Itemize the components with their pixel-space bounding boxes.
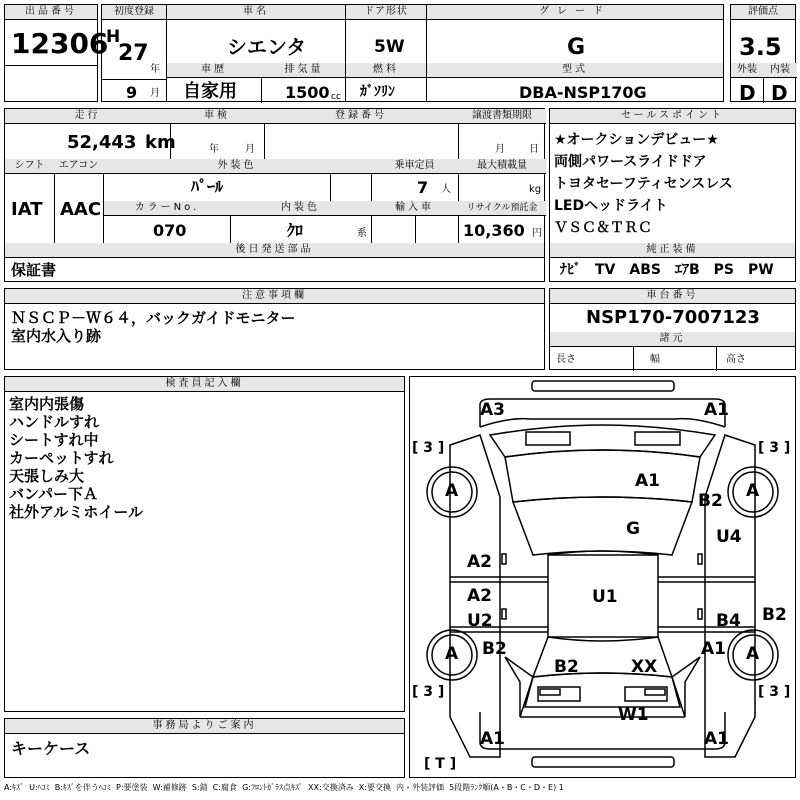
displacement: 1500 xyxy=(285,83,330,102)
damage-mark: A1 xyxy=(635,471,660,491)
damage-mark: U1 xyxy=(592,587,618,607)
damage-mark: B2 xyxy=(554,657,579,677)
inspector-note: バンパー下Ａ xyxy=(9,485,98,503)
inspector-note: 室内内張傷 xyxy=(9,395,85,413)
chassis-header: 車台番号 xyxy=(550,289,795,304)
notes-header: 注意事項欄 xyxy=(5,289,544,304)
damage-mark: A3 xyxy=(480,400,505,420)
tire-depth-fr: [ 3 ] xyxy=(758,440,791,456)
width-label: 幅 xyxy=(650,354,660,365)
spare-tire: [ T ] xyxy=(424,756,457,772)
chassis-box xyxy=(549,288,796,370)
shift: IAT xyxy=(11,199,43,220)
first-reg-box xyxy=(101,4,167,102)
fuel-header: 燃料 xyxy=(346,63,426,78)
sales-point: LEDヘッドライト xyxy=(554,198,668,214)
inspector-header: 検査員記入欄 xyxy=(5,377,404,392)
damage-mark: U2 xyxy=(467,611,493,631)
later-parts-header: 後日発送部品 xyxy=(5,243,544,258)
inspector-note: シートすれ中 xyxy=(9,431,99,449)
capacity-header: 乗車定員 xyxy=(371,159,459,174)
genuine-header: 純正装備 xyxy=(550,243,795,258)
inspector-note: 天張しみ大 xyxy=(9,467,85,485)
chassis-no: NSP170-7007123 xyxy=(586,307,760,328)
interior-grade: D xyxy=(771,81,788,105)
damage-mark: A1 xyxy=(704,400,729,420)
load-unit: kg xyxy=(529,184,542,195)
genuine-equipment: ﾅﾋﾞ TV ABS ｴｱB PS PW xyxy=(560,262,774,278)
model-header: 型式 xyxy=(427,63,723,78)
damage-mark: A2 xyxy=(467,552,492,572)
inspector-note: 社外アルミホイール xyxy=(9,503,144,521)
import-header: 輸入車 xyxy=(371,201,459,216)
office-box xyxy=(4,718,405,778)
inspector-note: ハンドルすれ xyxy=(9,413,100,431)
ext-color: ﾊﾟｰﾙ xyxy=(191,177,224,196)
damage-mark: A1 xyxy=(480,729,505,749)
tire-depth-fl: [ 3 ] xyxy=(412,440,445,456)
fuel: ｶﾞｿﾘﾝ xyxy=(360,84,395,100)
door-header: ドア形状 xyxy=(346,5,426,20)
history: 自家用 xyxy=(183,81,237,102)
month-unit: 月 xyxy=(150,88,160,99)
inspection-header: 車検 xyxy=(170,109,265,124)
model: DBA-NSP170G xyxy=(519,83,647,102)
car-name: シエンタ xyxy=(227,35,307,59)
aircon: AAC xyxy=(60,199,102,220)
notes-box xyxy=(4,288,545,370)
note-line: 室内水入り跡 xyxy=(11,327,102,345)
damage-mark: B4 xyxy=(716,611,741,631)
shift-header: シフト xyxy=(5,159,55,174)
tire-depth-rl: [ 3 ] xyxy=(412,684,445,700)
score-header: 評価点 xyxy=(731,5,795,20)
grade: G xyxy=(567,35,586,60)
recycle: 10,360 xyxy=(463,221,525,240)
car-name-header: 車名 xyxy=(167,5,345,20)
car-outline xyxy=(410,377,795,777)
first-reg-header: 初度登録 xyxy=(102,5,166,20)
recycle-unit: 円 xyxy=(532,228,542,239)
transfer-month-unit: 月 xyxy=(495,144,505,155)
interior-header: 内装 xyxy=(763,63,797,78)
history-header: 車歴 xyxy=(167,63,262,78)
score-box xyxy=(730,4,796,105)
damage-mark: A1 xyxy=(701,639,726,659)
insp-month-unit: 月 xyxy=(245,144,255,155)
sales-point: 両側パワースライドドア xyxy=(554,154,707,170)
mileage-unit: km xyxy=(145,132,176,153)
note-line: ＮＳＣＰ－Ｗ６４，バックガイドモニター xyxy=(11,309,296,327)
office-note: キーケース xyxy=(11,739,91,758)
door-box xyxy=(345,4,427,102)
tire-mark-rr: A xyxy=(746,644,760,664)
reg-year: 27 xyxy=(118,41,149,66)
year-unit: 年 xyxy=(150,64,160,75)
displacement-unit: cc xyxy=(331,92,341,102)
color-no: 070 xyxy=(153,221,187,240)
car-diagram xyxy=(409,376,796,778)
dimensions-header: 諸元 xyxy=(550,332,795,347)
damage-mark: W1 xyxy=(618,705,649,725)
max-load-header: 最大積載量 xyxy=(458,159,546,174)
sales-point: ★オークションデビュー★ xyxy=(554,132,719,148)
later-parts: 保証書 xyxy=(11,261,57,279)
capacity-unit: 人 xyxy=(441,184,451,195)
length-label: 長さ xyxy=(556,354,576,365)
displacement-header: 排気量 xyxy=(261,63,347,78)
capacity: 7 xyxy=(417,178,429,197)
tire-mark-rl: A xyxy=(445,644,459,664)
damage-mark: A1 xyxy=(704,729,729,749)
tire-mark-fr: A xyxy=(746,481,760,501)
door-type: 5W xyxy=(374,37,405,57)
damage-mark: B2 xyxy=(482,639,507,659)
recycle-header: リサイクル預託金 xyxy=(458,201,546,216)
inspector-note: カーペットすれ xyxy=(9,449,114,467)
lot-no-header: 出品番号 xyxy=(5,5,97,20)
reg-no-header: 登録番号 xyxy=(264,109,459,124)
transfer-header: 譲渡書類期限 xyxy=(458,109,546,124)
grade-box xyxy=(426,4,724,102)
damage-mark: G xyxy=(626,519,640,539)
inspector-box xyxy=(4,376,405,712)
sales-points-list xyxy=(554,129,733,239)
int-color-header: 内装色 xyxy=(230,201,372,216)
tire-depth-rr: [ 3 ] xyxy=(758,684,791,700)
exterior-header: 外装 xyxy=(731,63,764,78)
damage-mark: B2 xyxy=(762,605,787,625)
tire-mark-fl: A xyxy=(445,481,459,501)
sales-point: ＶＳＣ＆ＴＲＣ xyxy=(554,220,652,236)
color-no-header: カラーNo. xyxy=(104,201,231,216)
damage-mark: B2 xyxy=(698,491,723,511)
int-color-suffix: 系 xyxy=(357,228,367,239)
sales-points-header: セールスポイント xyxy=(550,109,795,124)
insp-year-unit: 年 xyxy=(209,144,219,155)
office-header: 事務局よりご案内 xyxy=(5,719,404,734)
reg-month: 9 xyxy=(126,83,138,102)
grade-header: グレード xyxy=(427,5,723,20)
name-box xyxy=(166,4,346,102)
spec-box xyxy=(4,108,545,282)
transfer-day-unit: 日 xyxy=(529,144,539,155)
sales-point: トヨタセーフティセンスレス xyxy=(554,176,733,192)
damage-mark: XX xyxy=(631,657,658,677)
mileage-header: 走行 xyxy=(5,109,171,124)
height-label: 高さ xyxy=(726,354,746,365)
mileage: 52,443 xyxy=(67,132,137,153)
lot-number: 12306 xyxy=(11,27,109,60)
score: 3.5 xyxy=(739,33,782,61)
int-color: ｸﾛ xyxy=(287,221,304,240)
aircon-header: エアコン xyxy=(54,159,104,174)
sales-box xyxy=(549,108,796,282)
exterior-grade: D xyxy=(739,81,756,105)
lot-box xyxy=(4,4,109,102)
ext-color-header: 外装色 xyxy=(103,159,372,174)
legend: A:ｷｽﾞ U:ﾍｺﾐ B:ｷｽﾞを伴うﾍｺﾐ P:要塗装 W:補修跡 S:錆 C:腐食 G:ﾌﾛﾝﾄｶﾞﾗｽ点ｷｽﾞ XX:交換済み X:要交換 内・外装評価 5段階ﾗﾝｸ順(A・B・C・D・E) 1 xyxy=(4,783,564,792)
era: H xyxy=(106,27,121,47)
damage-mark: U4 xyxy=(716,527,742,547)
damage-mark: A2 xyxy=(467,586,492,606)
